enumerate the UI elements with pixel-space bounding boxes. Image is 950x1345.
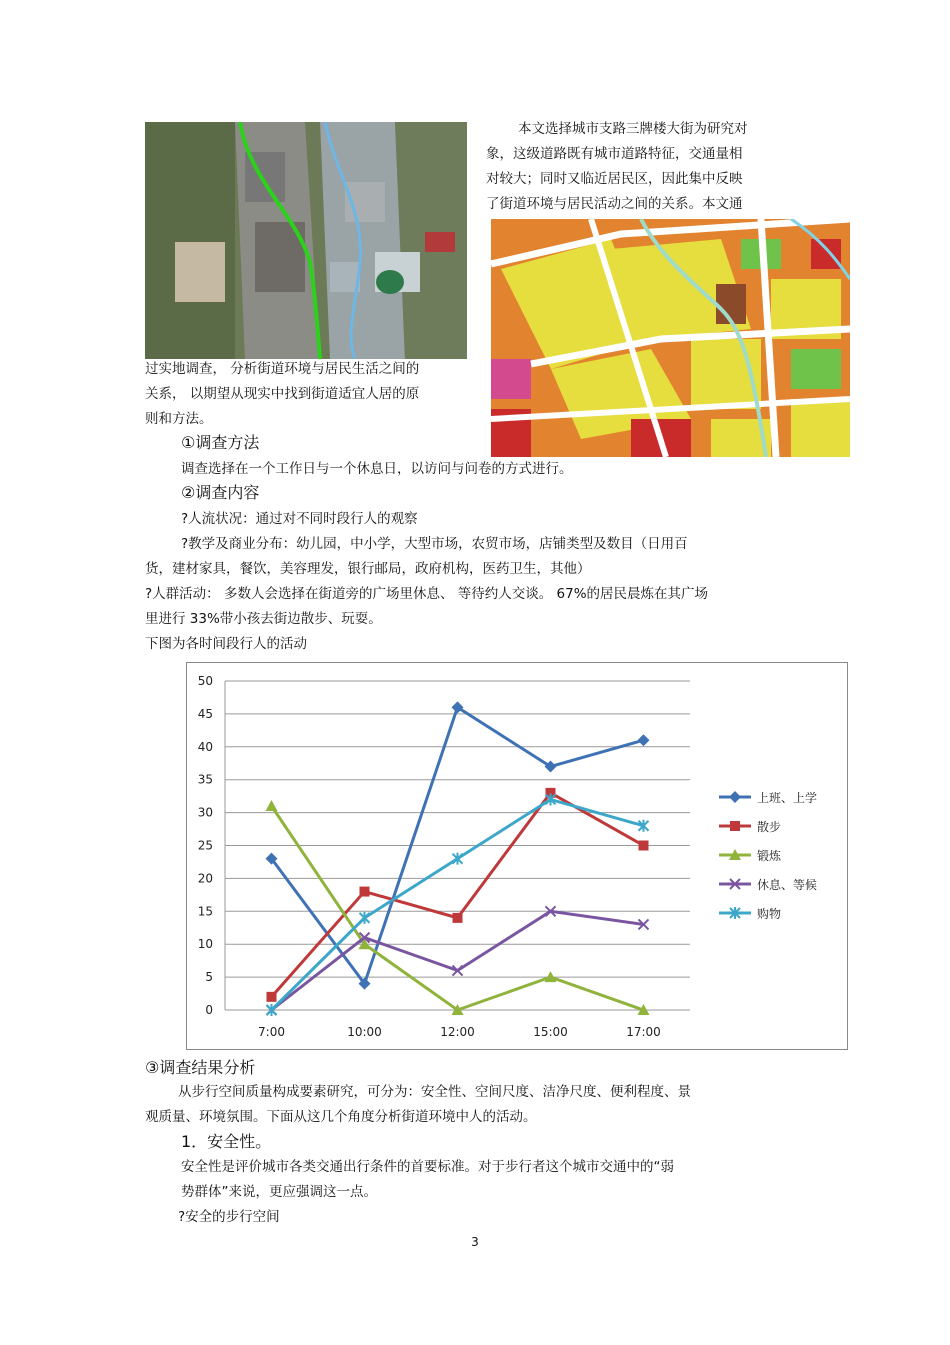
- x-tick-label: 10:00: [347, 1025, 382, 1039]
- intro-right-line-3: 对较大；同时又临近居民区，因此集中反映: [486, 171, 743, 187]
- x-tick-labels: [258, 1025, 661, 1039]
- data-point: [638, 734, 650, 746]
- line-chart-svg: [187, 663, 847, 1049]
- intro-left-line-3: 则和方法。: [145, 411, 213, 427]
- land-use-map-drawing: [491, 219, 850, 457]
- y-tick-label: 0: [205, 1003, 213, 1017]
- y-tick-label: 40: [197, 739, 213, 754]
- section2-item-1: ?人流状况：通过对不同时段行人的观察: [181, 511, 418, 527]
- aerial-photo: [145, 122, 467, 359]
- intro-left-line-1: 过实地调查， 分析街道环境与居民生活之间的: [145, 361, 420, 377]
- y-tick-label: 30: [197, 805, 213, 820]
- y-tick-label: 35: [197, 772, 213, 787]
- section2-item-2: ?教学及商业分布：幼儿园，中小学，大型市场，农贸市场，店铺类型及数目（日用百: [181, 536, 688, 552]
- legend-entry: [719, 848, 782, 863]
- safety-item: ?安全的步行空间: [178, 1209, 280, 1225]
- x-tick-label: 12:00: [440, 1025, 475, 1039]
- section2-item-5: 里进行 33%带小孩去街边散步、玩耍。: [145, 611, 382, 627]
- legend-label: 锻炼: [757, 849, 782, 863]
- y-tick-label: 15: [197, 904, 213, 919]
- section1-body: 调查选择在一个工作日与一个休息日，以访问与问卷的方式进行。: [181, 461, 573, 477]
- chart-caption: 下图为各时间段行人的活动: [145, 636, 307, 652]
- x-tick-label: 17:00: [626, 1025, 661, 1039]
- page-number: 3: [471, 1235, 479, 1249]
- data-point: [360, 887, 370, 897]
- section1-title: ①调查方法: [181, 433, 260, 452]
- intro-right-line-1: 本文选择城市支路三牌楼大街为研究对: [518, 121, 748, 137]
- data-point: [266, 800, 278, 811]
- safety-title: 1．安全性。: [181, 1132, 272, 1151]
- x-tick-label: 7:00: [258, 1025, 285, 1039]
- data-point: [729, 791, 741, 803]
- legend-label: 散步: [757, 820, 782, 834]
- section3-title: ③调查结果分析: [145, 1058, 256, 1077]
- land-use-map: [491, 219, 850, 457]
- y-tick-label: 45: [197, 706, 213, 721]
- section3-body-line-1: 从步行空间质量构成要素研究，可分为：安全性、空间尺度、洁净尺度、便利程度、景: [178, 1084, 691, 1100]
- intro-right-line-2: 象，这级道路既有城市道路特征，交通量相: [486, 146, 743, 162]
- section2-title: ②调查内容: [181, 483, 260, 502]
- y-tick-labels: [198, 674, 213, 1017]
- legend-label: 休息、等候: [757, 878, 818, 892]
- y-tick-label: 25: [197, 838, 213, 853]
- legend-entry: [719, 790, 817, 805]
- series-line: [272, 911, 644, 1010]
- aerial-photo-drawing: [145, 122, 467, 359]
- series-4: [267, 793, 649, 1016]
- chart-series: [266, 701, 650, 1016]
- section2-item-4: ?人群活动： 多数人会选择在街道旁的广场里休息、 等待约人交谈。 67%的居民晨炼在其广场: [145, 586, 709, 602]
- series-line: [272, 806, 644, 1010]
- y-tick-label: 10: [197, 937, 213, 952]
- line-chart: [186, 662, 848, 1050]
- legend-entry: [719, 819, 781, 834]
- y-tick-label: 50: [197, 674, 213, 688]
- chart-legend: [719, 790, 817, 921]
- chart-gridlines: [225, 681, 690, 1010]
- intro-right-line-4: 了街道环境与居民活动之间的关系。本文通: [486, 196, 743, 212]
- series-line: [272, 799, 644, 1010]
- data-point: [267, 992, 277, 1002]
- legend-entry: [719, 878, 817, 892]
- y-tick-label: 5: [205, 970, 213, 985]
- x-tick-label: 15:00: [533, 1025, 568, 1039]
- safety-body-line-2: 势群体”来说，更应强调这一点。: [181, 1184, 377, 1200]
- intro-left-line-2: 关系， 以期望从现实中找到街道适宜人居的原: [145, 386, 420, 402]
- data-point: [545, 971, 557, 982]
- data-point: [453, 913, 463, 923]
- legend-label: 上班、上学: [757, 791, 818, 805]
- safety-body-line-1: 安全性是评价城市各类交通出行条件的首要标准。对于步行者这个城市交通中的“弱: [181, 1159, 674, 1175]
- series-2: [266, 800, 650, 1015]
- data-point: [639, 841, 649, 851]
- data-point: [453, 853, 463, 865]
- y-tick-label: 20: [197, 871, 213, 886]
- section2-item-3: 货，建材家具，餐饮，美容理发，银行邮局，政府机构，医药卫生，其他）: [145, 561, 591, 577]
- legend-entry: [719, 906, 781, 921]
- section3-body-line-2: 观质量、环境氛围。下面从这几个角度分析街道环境中人的活动。: [145, 1109, 537, 1125]
- data-point: [730, 821, 740, 831]
- data-point: [360, 912, 370, 924]
- legend-label: 购物: [757, 907, 782, 921]
